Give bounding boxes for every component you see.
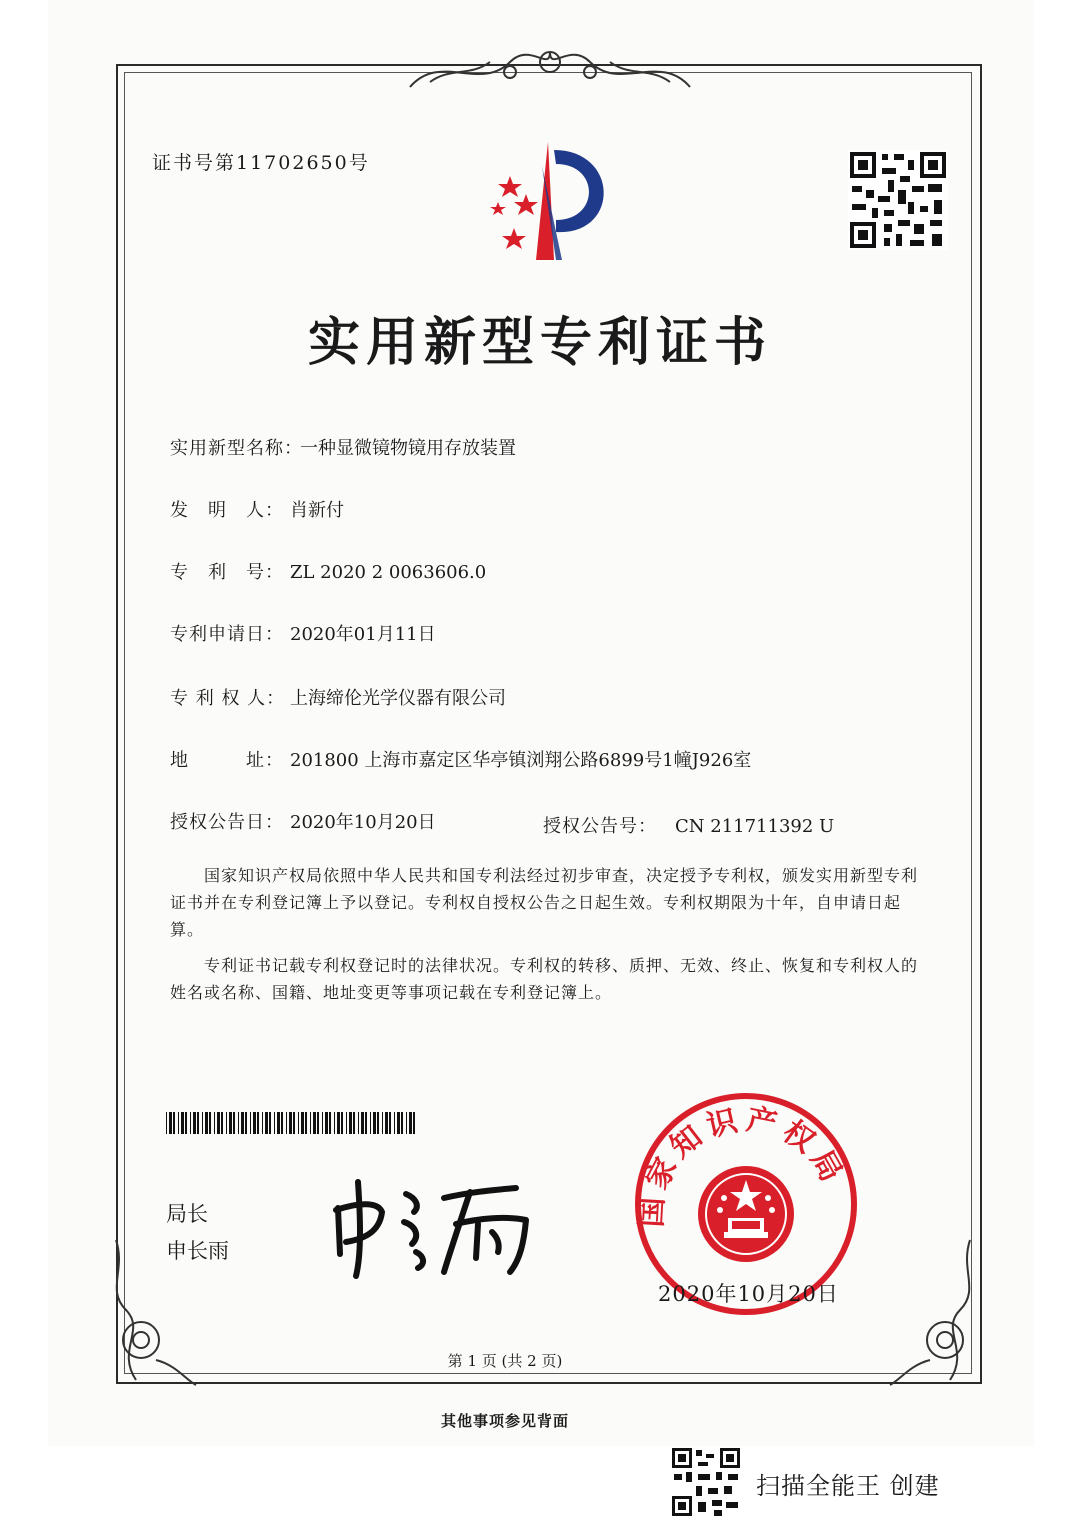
barcode-bar [382, 1112, 383, 1134]
barcode-bar [401, 1112, 403, 1134]
barcode-bar [289, 1112, 292, 1134]
barcode-bar [397, 1112, 400, 1134]
barcode-bar [313, 1112, 316, 1134]
paragraph-grant-statement: 国家知识产权局依照中华人民共和国专利法经过初步审查，决定授予专利权，颁发实用新型专利证书并在专利登记簿上予以登记。专利权自授权公告之日起生效。专利权期限为十年，自申请日起算。 [170, 866, 919, 939]
barcode-bar [361, 1112, 364, 1134]
barcode-bar [202, 1112, 203, 1134]
field-value: 201800 上海市嘉定区华亭镇浏翔公路6899号1幢J926室 [290, 750, 752, 771]
barcode-bar [334, 1112, 335, 1134]
field-label: 专 利 权 人： [170, 688, 286, 709]
barcode-bar [322, 1112, 323, 1134]
field-address [170, 746, 751, 772]
seal-text: 国家知识产权局 [634, 1102, 852, 1229]
barcode-bar [341, 1112, 343, 1134]
barcode-bar [169, 1112, 172, 1134]
page-number: 第 1 页 (共 2 页) [447, 1352, 563, 1370]
barcode-bar [409, 1112, 412, 1134]
barcode-bar [317, 1112, 319, 1134]
barcode-bar [205, 1112, 208, 1134]
seal-date: 2020年10月20日 [658, 1282, 839, 1306]
field-value: 肖新付 [290, 500, 344, 521]
barcode-bar [178, 1112, 179, 1134]
director-name: 申长雨 [166, 1239, 229, 1263]
field-value: ZL 2020 2 0063606.0 [290, 562, 487, 583]
barcode-bar [226, 1112, 227, 1134]
director-block [166, 1196, 229, 1270]
field-grant-number [543, 812, 834, 838]
scanner-text: 扫描全能王 创建 [756, 1472, 940, 1500]
director-title: 局长 [166, 1202, 208, 1226]
barcode-bar [245, 1112, 247, 1134]
barcode-bar [241, 1112, 244, 1134]
back-note: 其他事项参见背面 [440, 1412, 569, 1430]
barcode-bar [413, 1112, 415, 1134]
barcode-bar [269, 1112, 271, 1134]
barcode-bar [365, 1112, 367, 1134]
barcode-bar [221, 1112, 223, 1134]
barcode-bar [193, 1112, 196, 1134]
barcode-bar [277, 1112, 280, 1134]
barcode-bar [274, 1112, 275, 1134]
barcode-bar [185, 1112, 187, 1134]
paragraph-legal-status: 专利证书记载专利权登记时的法律状况。专利权的转移、质押、无效、终止、恢复和专利权人的姓名或名称、国籍、地址变更等事项记载在专利登记簿上。 [170, 956, 919, 1002]
field-grant-date [170, 808, 436, 834]
field-value: 2020年01月11日 [290, 624, 436, 645]
barcode-bar [217, 1112, 220, 1134]
barcode-bar [265, 1112, 268, 1134]
barcode-bar [389, 1112, 391, 1134]
field-value: 一种显微镜物镜用存放装置 [300, 438, 516, 459]
barcode-icon [166, 1112, 420, 1134]
barcode-bar [166, 1112, 167, 1134]
qr-code-icon [848, 150, 948, 250]
signature-icon [320, 1172, 550, 1282]
scanner-watermark [670, 1446, 1070, 1526]
field-label: 授权公告日： [170, 812, 284, 833]
barcode-bar [250, 1112, 251, 1134]
barcode-bar [233, 1112, 235, 1134]
scanner-qr-code-icon [670, 1446, 742, 1518]
certificate-number: 证书号第11702650号 [152, 152, 370, 174]
barcode-bar [394, 1112, 395, 1134]
barcode-bar [305, 1112, 307, 1134]
barcode-bar [262, 1112, 263, 1134]
barcode-bar [349, 1112, 352, 1134]
barcode-bar [337, 1112, 340, 1134]
barcode-bar [373, 1112, 376, 1134]
field-value: 上海缔伦光学仪器有限公司 [290, 688, 506, 709]
field-application-date [170, 620, 436, 646]
barcode-bar [385, 1112, 388, 1134]
barcode-bar [181, 1112, 184, 1134]
barcode-bar [229, 1112, 232, 1134]
field-value: CN 211711392 U [675, 816, 835, 837]
field-label: 专 利 号： [170, 562, 284, 583]
field-patentee [170, 684, 506, 710]
cnipa-logo-icon [470, 136, 630, 266]
barcode-bar [370, 1112, 371, 1134]
field-label: 发 明 人： [170, 500, 284, 521]
top-ornament-icon [400, 32, 700, 102]
field-label: 实用新型名称： [170, 438, 303, 459]
field-label: 地 址： [170, 750, 284, 771]
barcode-bar [190, 1112, 191, 1134]
barcode-bar [298, 1112, 299, 1134]
barcode-bar [301, 1112, 304, 1134]
barcode-bar [214, 1112, 215, 1134]
barcode-bar [353, 1112, 355, 1134]
field-value: 2020年10月20日 [290, 812, 436, 833]
field-label: 专利申请日： [170, 624, 284, 645]
barcode-bar [173, 1112, 175, 1134]
barcode-bar [358, 1112, 359, 1134]
barcode-bar [310, 1112, 311, 1134]
certificate-title: 实用新型专利证书 [307, 313, 772, 373]
field-label: 授权公告号： [543, 816, 657, 837]
barcode-bar [329, 1112, 331, 1134]
barcode-bar [197, 1112, 199, 1134]
barcode-bar [293, 1112, 295, 1134]
barcode-bar [286, 1112, 287, 1134]
field-patent-number [170, 558, 486, 584]
national-emblem-icon [698, 1166, 794, 1262]
field-utility-model-name [170, 434, 516, 460]
barcode-bar [406, 1112, 407, 1134]
barcode-bar [253, 1112, 256, 1134]
barcode-bar [325, 1112, 328, 1134]
barcode-bar [257, 1112, 259, 1134]
field-inventor [170, 496, 344, 522]
barcode-bar [377, 1112, 379, 1134]
barcode-bar [238, 1112, 239, 1134]
barcode-bar [346, 1112, 347, 1134]
barcode-bar [209, 1112, 211, 1134]
barcode-bar [281, 1112, 283, 1134]
